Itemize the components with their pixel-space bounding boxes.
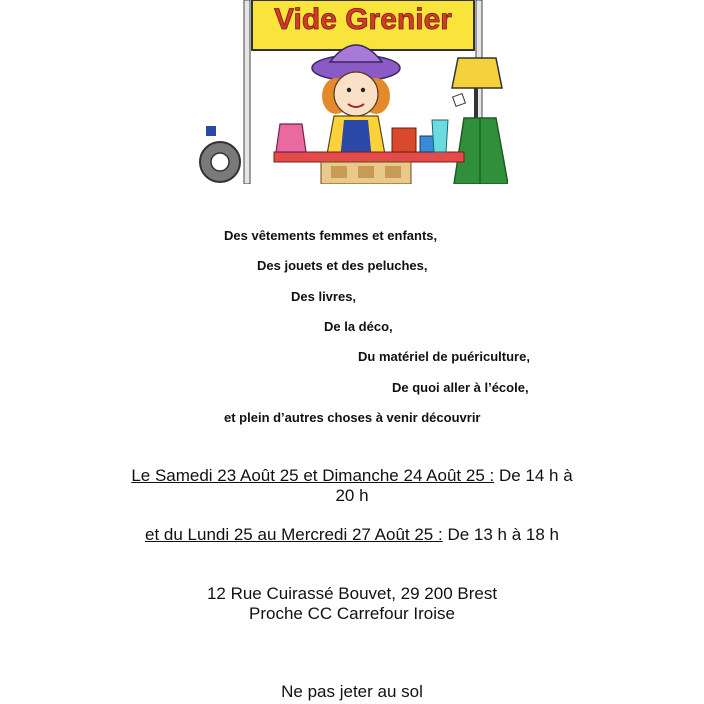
footer-notice: Ne pas jeter au sol (281, 682, 423, 701)
weekend-hours: De 14 h à (494, 466, 573, 485)
weekend-schedule-cont (0, 486, 704, 506)
list-item: Des jouets et des peluches, (257, 258, 428, 273)
address-street: 12 Rue Cuirassé Bouvet, 29 200 Brest (206, 584, 498, 603)
banner-title: Vide Grenier (274, 3, 452, 36)
address-landmark: Proche CC Carrefour Iroise (249, 604, 455, 623)
list-item: De quoi aller à l’école, (392, 380, 529, 395)
weekend-dates: Le Samedi 23 Août 25 et Dimanche 24 Août 25 : (131, 466, 495, 485)
list-item: Des livres, (291, 289, 357, 304)
weekend-schedule (0, 466, 704, 486)
week-dates: et du Lundi 25 au Mercredi 27 Août 25 : (145, 525, 443, 544)
list-item: et plein d’autres choses à venir découvrir (224, 410, 481, 425)
week-hours: De 13 h à 18 h (442, 525, 559, 544)
week-schedule (0, 525, 704, 545)
list-item: De la déco, (324, 319, 393, 334)
list-item: Du matériel de puériculture, (358, 349, 530, 364)
list-item: Des vêtements femmes et enfants, (224, 228, 438, 243)
weekend-hours-end: 20 h (335, 486, 369, 505)
